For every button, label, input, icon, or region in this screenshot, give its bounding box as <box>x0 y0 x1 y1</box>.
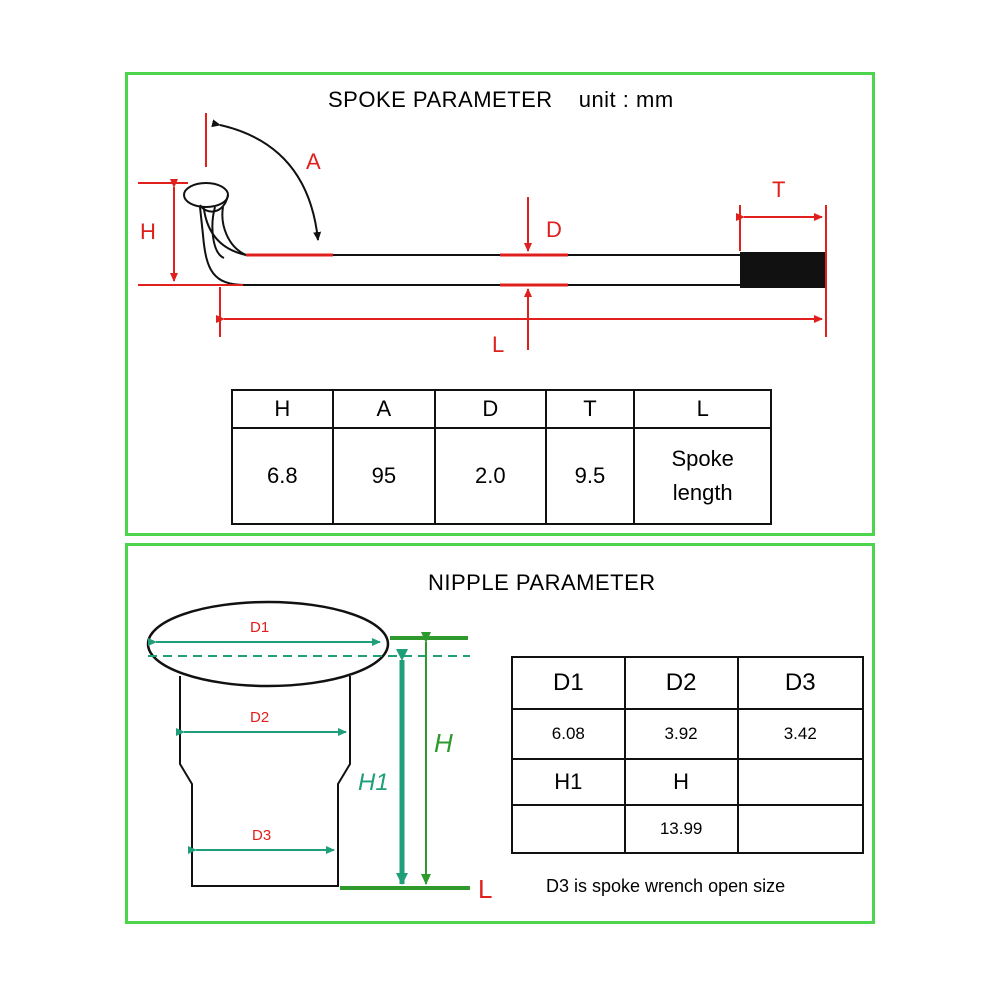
value-h: 6.8 <box>232 428 333 524</box>
header-d2: D2 <box>625 657 738 709</box>
nipple-shape <box>148 602 470 886</box>
empty-cell-r3 <box>738 759 864 805</box>
nipple-table-row1 <box>512 657 863 709</box>
header-l: L <box>634 390 771 428</box>
value-d: 2.0 <box>435 428 545 524</box>
length-l-dimension <box>220 287 822 357</box>
value-d3: 3.42 <box>738 709 864 759</box>
label-d: D <box>546 217 562 242</box>
label-d1: D1 <box>250 619 270 636</box>
header-d3: D3 <box>738 657 864 709</box>
value-h: 13.99 <box>625 805 738 853</box>
label-t: T <box>772 177 786 202</box>
nipple-table-row3 <box>512 759 863 805</box>
header-a: A <box>333 390 435 428</box>
spoke-table-header-row <box>232 390 771 428</box>
header-t: T <box>546 390 635 428</box>
value-l-line1: Spoke <box>671 446 734 472</box>
spoke-shape <box>184 183 826 288</box>
header-h: H <box>232 390 333 428</box>
diameter-d-dimension <box>500 197 568 350</box>
nipple-parameter-panel <box>125 543 875 924</box>
header-h: H <box>625 759 738 805</box>
label-d2: D2 <box>250 709 270 726</box>
value-l <box>634 428 771 524</box>
empty-cell-r4 <box>738 805 864 853</box>
spoke-spec-table <box>231 389 772 525</box>
wrench-note: D3 is spoke wrench open size <box>546 876 786 896</box>
angle-a-dimension <box>206 113 333 255</box>
label-l: L <box>492 332 505 357</box>
nipple-table-row4 <box>512 805 863 853</box>
value-l-line2: length <box>672 480 733 506</box>
unit-label: unit : mm <box>578 87 674 112</box>
nipple-spec-table <box>511 656 864 854</box>
spoke-title-text: SPOKE PARAMETER <box>328 87 553 112</box>
spoke-table-value-row <box>232 428 771 524</box>
label-l: L <box>478 874 493 904</box>
d2-dimension <box>184 709 346 732</box>
header-d: D <box>435 390 545 428</box>
h-dimension <box>426 642 453 884</box>
spoke-parameter-panel <box>125 72 875 536</box>
value-t: 9.5 <box>546 428 635 524</box>
value-d1: 6.08 <box>512 709 625 759</box>
label-a: A <box>306 149 321 174</box>
label-h1: H1 <box>358 769 389 796</box>
label-h: H <box>140 219 156 244</box>
value-a: 95 <box>333 428 435 524</box>
nipple-panel-title: NIPPLE PARAMETER <box>428 570 656 595</box>
header-h1: H1 <box>512 759 625 805</box>
value-d2: 3.92 <box>625 709 738 759</box>
nipple-table-row2 <box>512 709 863 759</box>
value-h1 <box>512 805 625 853</box>
label-d3: D3 <box>252 827 272 844</box>
label-h: H <box>434 728 453 758</box>
header-d1: D1 <box>512 657 625 709</box>
h1-dimension <box>358 660 402 884</box>
d3-dimension <box>196 827 334 850</box>
